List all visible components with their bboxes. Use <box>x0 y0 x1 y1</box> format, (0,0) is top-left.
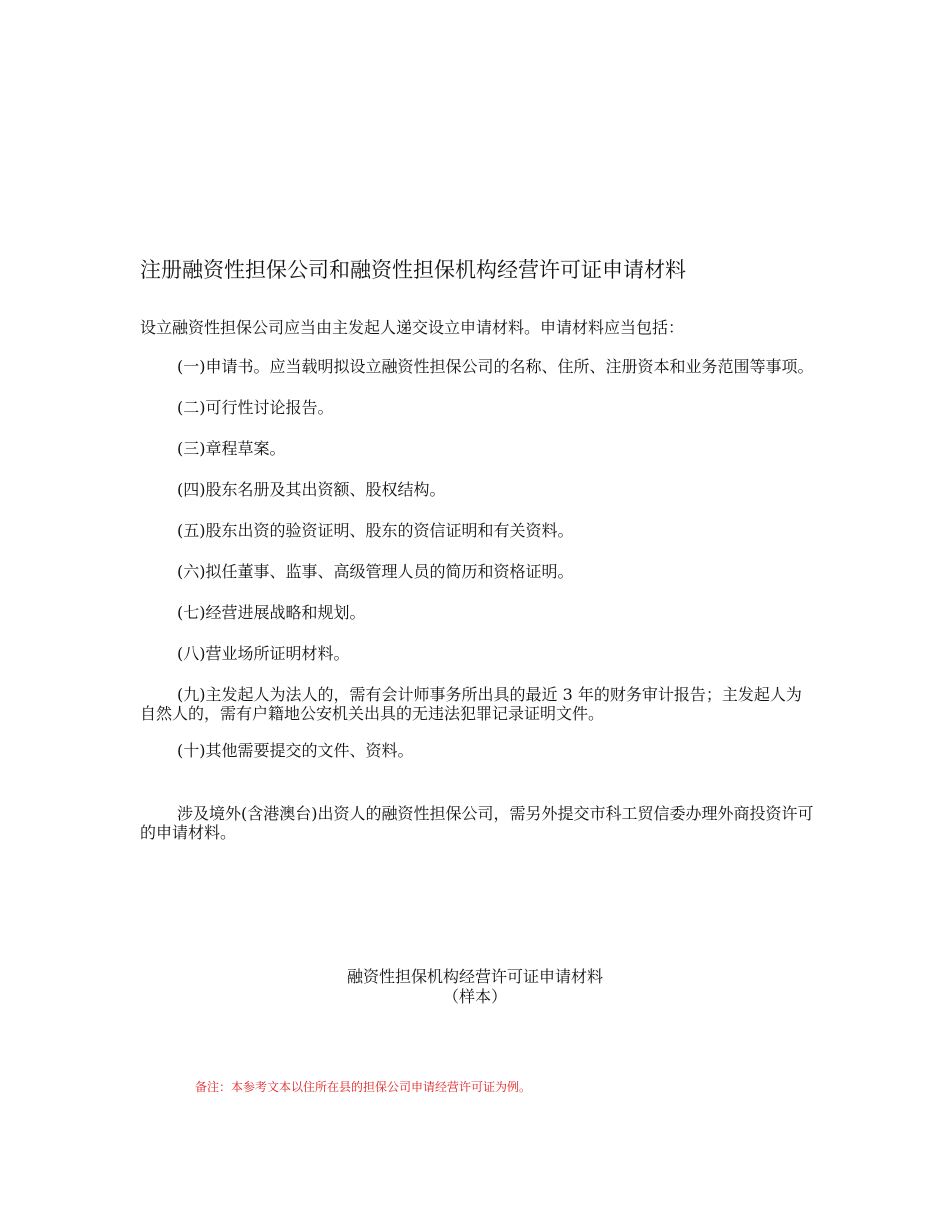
list-item: (三)章程草案。 <box>177 439 286 458</box>
list-item: (四)股东名册及其出资额、股权结构。 <box>177 480 446 499</box>
list-item: (二)可行性讨论报告。 <box>177 398 334 417</box>
list-item: (一)申请书。应当载明拟设立融资性担保公司的名称、住所、注册资本和业务范围等事项。 <box>177 357 814 376</box>
remark-note: 备注：本参考文本以住所在县的担保公司申请经营许可证为例。 <box>195 1080 532 1094</box>
page-title: 注册融资性担保公司和融资性担保机构经营许可证申请材料 <box>140 258 686 282</box>
list-item: (六)拟任董事、监事、高级管理人员的简历和资格证明。 <box>177 562 574 581</box>
list-item: (十)其他需要提交的文件、资料。 <box>177 741 414 760</box>
list-item: (七)经营进展战略和规划。 <box>177 603 366 622</box>
sample-heading <box>0 967 950 1007</box>
list-item: (五)股东出资的验资证明、股东的资信证明和有关资料。 <box>177 521 574 540</box>
list-item: (九)主发起人为法人的，需有会计师事务所出具的最近 3 年的财务审计报告；主发起人为自然人的，需有户籍地公安机关出具的无违法犯罪记录证明文件。 <box>140 685 802 723</box>
list-item: (八)营业场所证明材料。 <box>177 644 350 663</box>
requirements-list <box>140 357 816 782</box>
sample-title: 融资性担保机构经营许可证申请材料 <box>346 967 603 986</box>
sample-subtitle: （样本） <box>442 987 507 1006</box>
intro-paragraph: 设立融资性担保公司应当由主发起人递交设立申请材料。申请材料应当包括： <box>140 318 685 337</box>
foreign-investor-note: 涉及境外(含港澳台)出资人的融资性担保公司，需另外提交市科工贸信委办理外商投资许可的申请材料。 <box>140 804 814 842</box>
